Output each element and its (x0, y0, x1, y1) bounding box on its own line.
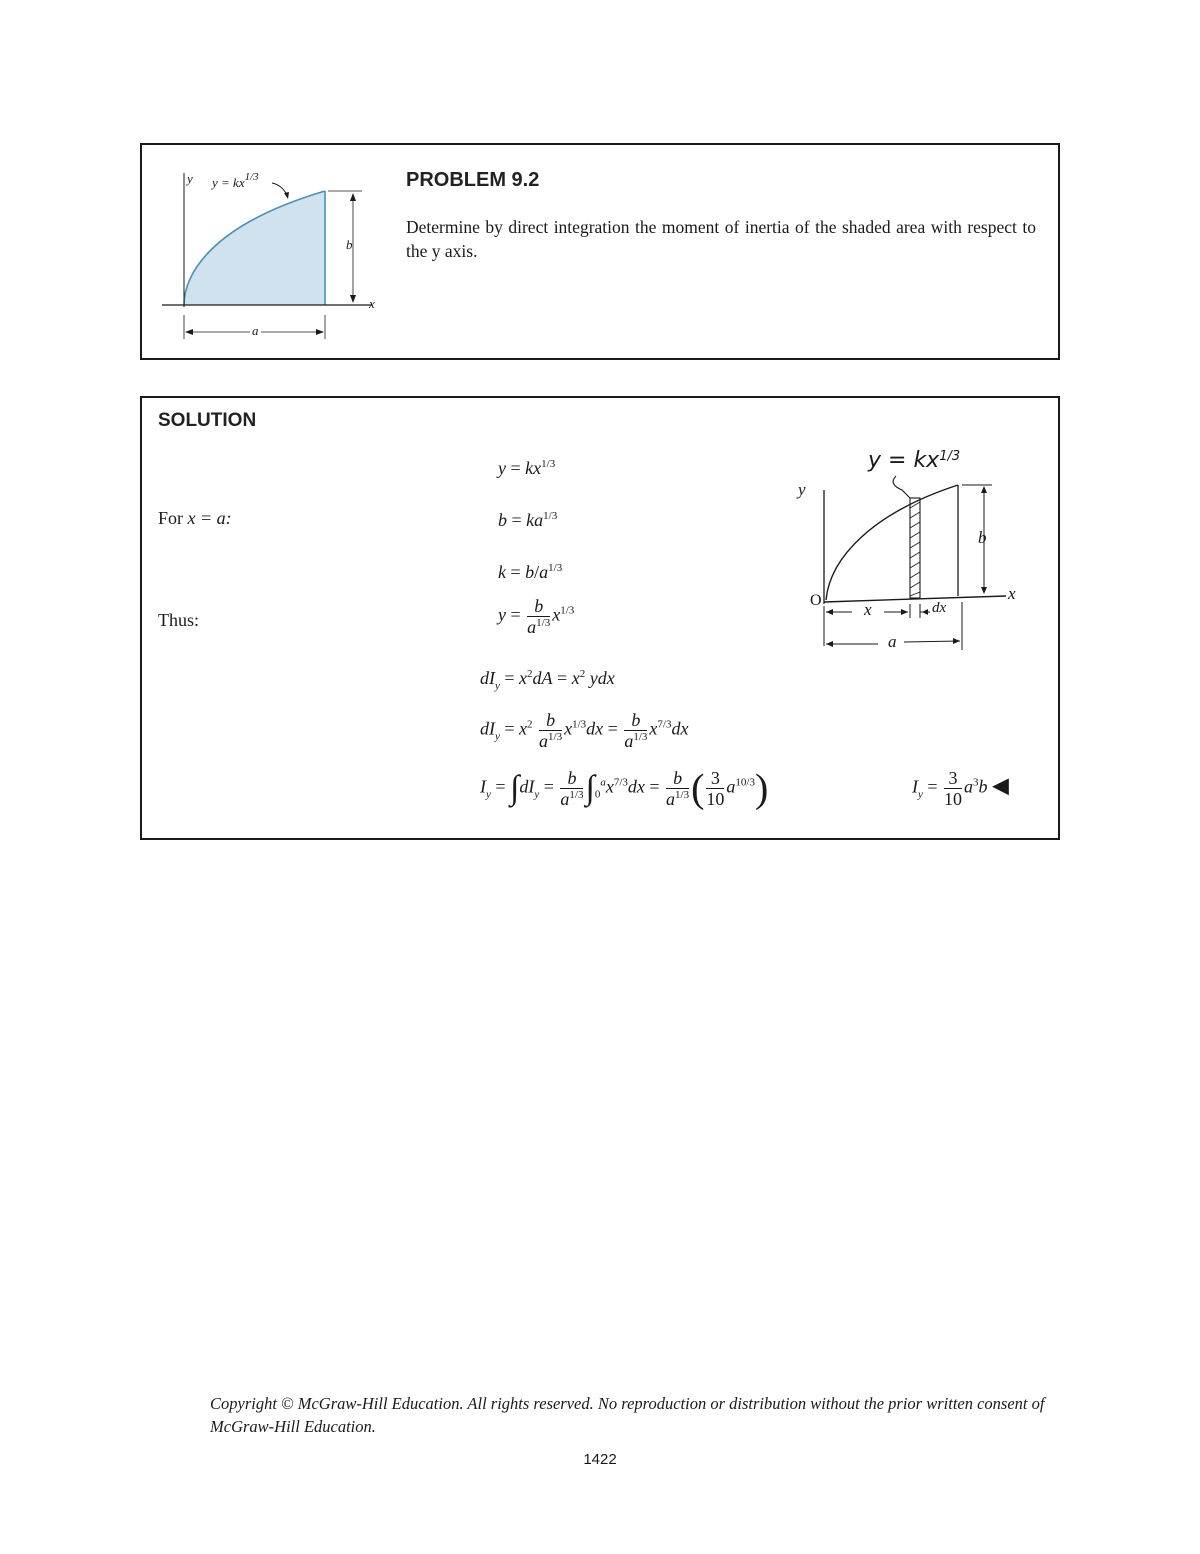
equation-curve: $y = kx^{1/3}$ (498, 458, 556, 478)
sketch-a-label: a (888, 632, 897, 651)
thus-label: Thus: (158, 610, 200, 630)
equation-b: $b = ka^{1/3}$ (498, 510, 558, 530)
sketch-curve-text: y = kx (868, 448, 940, 473)
sketch-x-dim-label: x (864, 600, 872, 619)
for-word: For (158, 508, 184, 528)
page-number: 1422 (583, 1451, 617, 1468)
solution-box (140, 396, 1060, 840)
for-condition: x = a: (187, 508, 232, 528)
problem-statement: Determine by direct integration the moment of inertia of the shaded area with respect to the y axis. (406, 217, 1036, 261)
fig-a-label: a (252, 323, 259, 338)
copyright-notice: Copyright © McGraw-Hill Education. All rights reserved. No reproduction or distribution without the prior written consent of McGraw-Hill Education. (210, 1394, 1045, 1436)
equation-dIy-expanded: $dI_y = x^2$ $\frac{b}{a^{1/3}}$ $x^{1/3}dx$ = $\frac{b}{a^{1/3}}$ $x^{7/3}dx$ (480, 710, 689, 751)
sketch-y-label: y (798, 480, 806, 499)
sketch-curve-label (868, 448, 960, 473)
shaded-area (184, 191, 325, 305)
fig-curve-label (212, 171, 259, 191)
sketch-curve-exp: 1/3 (939, 449, 961, 464)
problem-figure (150, 155, 390, 365)
sketch-origin-label: O (810, 592, 822, 609)
equation-k: $k = b/a^{1/3}$ (498, 562, 563, 582)
sketch-x-axis-label: x (1008, 584, 1016, 603)
solution-title: SOLUTION (158, 410, 257, 431)
fig-x-label: x (369, 296, 375, 311)
problem-box (140, 143, 1060, 360)
fig-b-label: b (346, 237, 353, 252)
sketch-dx-label: dx (932, 600, 947, 616)
fig-y-label: y (187, 171, 193, 186)
fig-curve-exp: 1/3 (244, 171, 259, 183)
answer-marker-icon: ◀ (992, 772, 1009, 798)
equation-Iy-integral: $I_y = \int dI_y$ = $\frac{b}{a^{1/3}}$ $\int_0^ax^{7/3}dx$ = $\frac{b}{a^{1/3}}$ ( $\frac{3}{10}$ $a^{10/3}$) (480, 765, 769, 811)
sketch-b-label: b (978, 528, 987, 547)
fig-curve-text: y = kx (212, 175, 245, 190)
equation-dIy: $dI_y = x^2dA = x^2$ ydx (480, 668, 615, 692)
equation-y: y = $\frac{b}{a^{1/3}}$ $x^{1/3}$ (498, 596, 575, 637)
problem-title: PROBLEM 9.2 (406, 169, 540, 191)
for-label (158, 508, 232, 529)
answer-Iy: $I_y$ = $\frac{3}{10}$ $a^3b$ ◀ (912, 768, 1009, 809)
